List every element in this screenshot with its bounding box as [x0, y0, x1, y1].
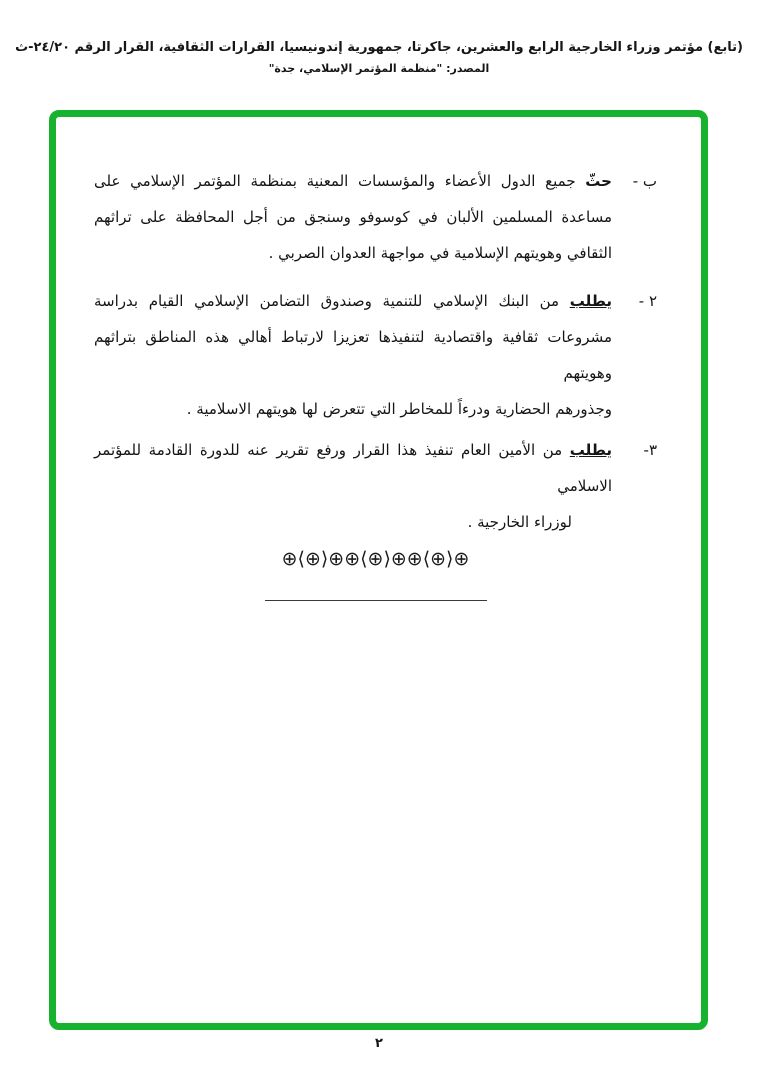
ornament-divider: ⊕⟨⊕⟩⊕⊕⟨⊕⟩⊕⊕⟨⊕⟩⊕ — [281, 548, 470, 570]
item-text — [94, 163, 612, 271]
lead-word: حثّ — [585, 172, 612, 190]
lead-word: يطلب — [569, 292, 612, 310]
page-number: ٢ — [375, 1036, 383, 1051]
item-marker: ٢ - — [638, 292, 657, 310]
item-marker: ب - — [632, 172, 657, 190]
lead-word: يطلب — [569, 441, 612, 459]
resolution-item-3 — [94, 432, 657, 540]
text-line: لوزراء الخارجية . — [467, 513, 572, 531]
item-text — [94, 283, 612, 427]
text-line — [94, 283, 612, 319]
item-text — [94, 432, 612, 540]
text-line: مساعدة المسلمين الألبان في كوسوفو وسنجق من أجل المحافظة على تراثهم — [94, 208, 612, 226]
separator-line — [265, 600, 487, 601]
item-marker: ٣- — [643, 441, 657, 459]
resolution-body — [56, 117, 701, 1023]
header-title-line: (تابع) مؤتمر وزراء الخارجية الرابع والعشرين، جاكرتا، جمهورية إندونيسيا، القرارات الثقافية، القرار الرقم ٢٤/٢٠-ث — [15, 40, 743, 55]
text-line: الثقافي وهويتهم الإسلامية في مواجهة العدوان الصربي . — [268, 244, 612, 262]
text-line: مشروعات ثقافية واقتصادية لتنفيذها تعزيزا لارتباط أهالي هذه المناطق بتراثهم وهويتهم — [94, 328, 612, 382]
text-line-rest: جميع الدول الأعضاء والمؤسسات المعنية بمنظمة المؤتمر الإسلامي على — [94, 172, 586, 190]
green-border-frame — [49, 110, 708, 1030]
resolution-item-2 — [94, 283, 657, 427]
header-source-line: المصدر: "منظمة المؤتمر الإسلامي، جدة" — [268, 62, 490, 75]
text-line-rest: من الأمين العام تنفيذ هذا القرار ورفع تقرير عنه للدورة القادمة للمؤتمر الاسلامي — [94, 441, 612, 495]
text-line — [94, 163, 612, 199]
text-line: وجذورهم الحضارية ودرءاً للمخاطر التي تتعرض لها هويتهم الاسلامية . — [186, 400, 612, 418]
resolution-item-b — [94, 163, 657, 271]
document-header — [0, 40, 758, 75]
text-line-rest: من البنك الإسلامي للتنمية وصندوق التضامن الإسلامي القيام بدراسة — [94, 292, 570, 310]
text-line — [94, 432, 612, 504]
